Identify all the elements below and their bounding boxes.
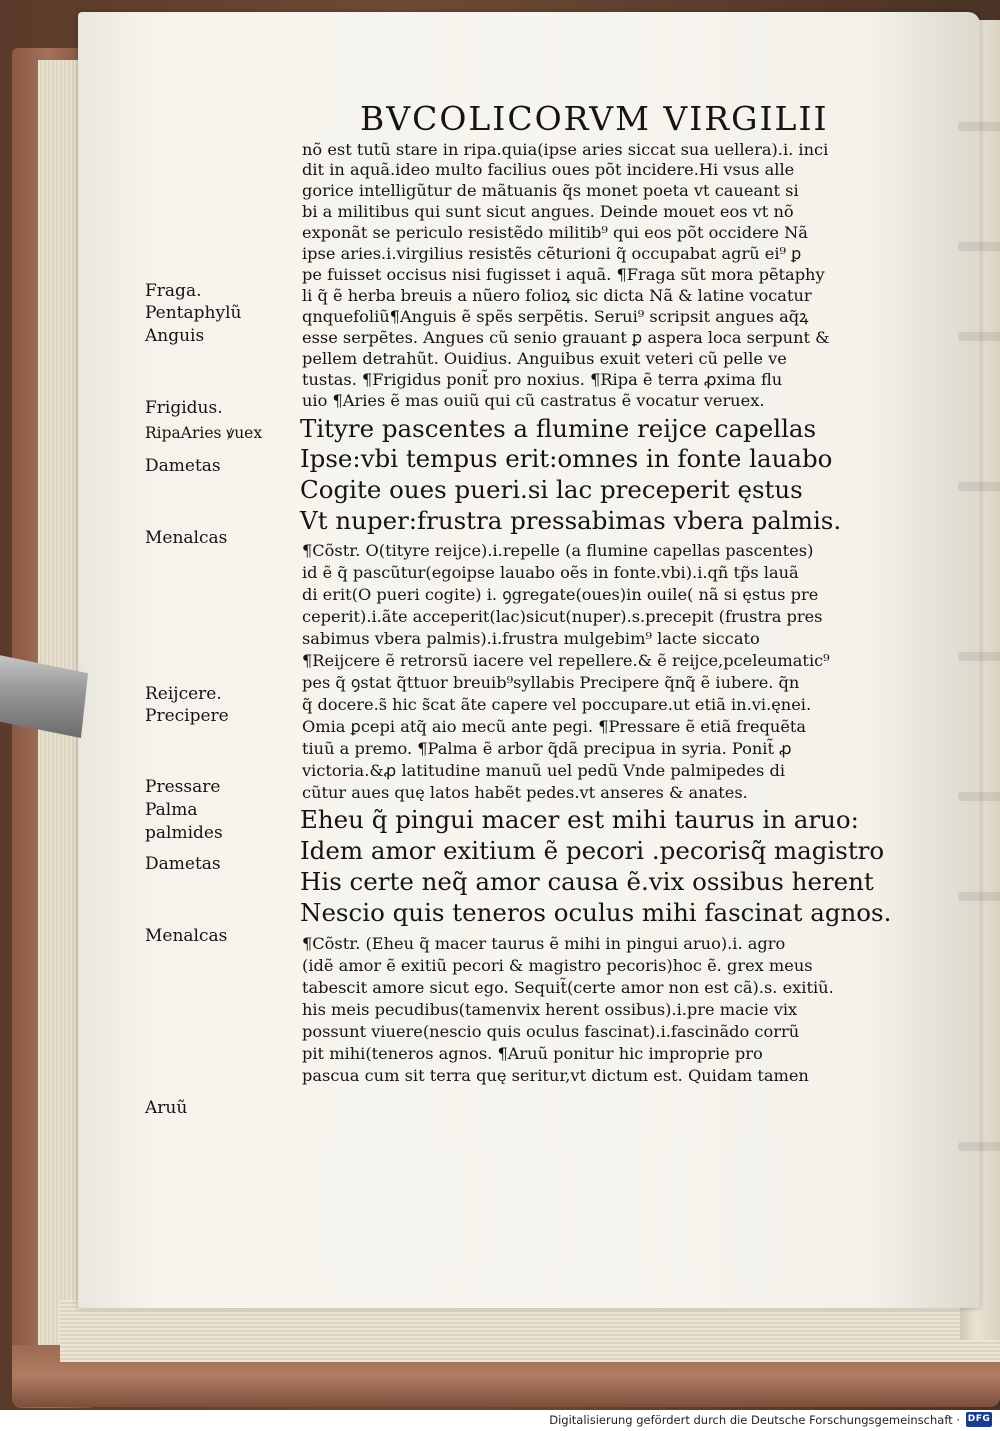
running-head: BVCOLICORVM VIRGILII <box>360 99 829 138</box>
gloss-line: cũtur aues quę latos habẽt pedes.vt anseres & anates. <box>302 783 748 802</box>
margin-note: RipaAries ꝟuex <box>145 424 263 442</box>
bleed-through <box>958 122 1000 131</box>
gloss-line: ¶Cõstr. O(tityre reijce).i.repelle (a flumine capellas pascentes) <box>302 541 814 560</box>
gloss-line: ¶Reijcere ẽ retrorsũ iacere vel repellere.& ẽ reijce,pceleumatic⁹ <box>302 651 830 670</box>
verse-line: Eheu q̃ pingui macer est mihi taurus in aruo: <box>300 805 859 834</box>
bleed-through <box>958 652 1000 661</box>
bleed-through <box>958 482 1000 491</box>
gloss-line: sabimus vbera palmis).i.frustra mulgebim⁹ lacte siccato <box>302 629 760 648</box>
verse-line: Ipse:vbi tempus erit:omnes in fonte lauabo <box>300 444 833 473</box>
gloss-line: ipse aries.i.virgilius resistẽs cẽturioni q̃ occupabat agrũ ei⁹ ꝑ <box>302 244 802 263</box>
gloss-line: Omia ꝑcepi atq̃ aio mecũ ante pegi. ¶Pressare ẽ etiã frequẽta <box>302 717 807 736</box>
gloss-line: pellem detrahũt. Ouidius. Anguibus exuit veteri cũ pelle ve <box>302 349 787 368</box>
gloss-line: qnquefoliũ¶Anguis ẽ spẽs serpẽtis. Serui⁹ scripsit angues aq̃ꝝ <box>302 307 809 326</box>
margin-note: Precipere <box>145 706 229 726</box>
gloss-line: (idẽ amor ẽ exitiũ pecori & magistro pecoris)hoc ẽ. grex meus <box>302 956 813 975</box>
gloss-line: q̃ docere.s̃ hic s̃cat ãte capere vel poccupare.ut etiã in.vi.ęnei. <box>302 695 812 714</box>
bleed-through <box>958 332 1000 341</box>
gloss-line: di erit(O pueri cogite) i. ꝯgregate(oues)in ouile( nã si ęstus pre <box>302 585 819 604</box>
margin-note: Fraga. <box>145 281 202 301</box>
margin-note: palmides <box>145 823 223 843</box>
gloss-line: tiuũ a premo. ¶Palma ẽ arbor q̃dã precipua in syria. Ponit̃ ꝓ <box>302 739 792 758</box>
margin-note: Frigidus. <box>145 398 223 418</box>
verse-line: Vt nuper:frustra pressabimas vbera palmis. <box>300 506 842 535</box>
digitization-footer <box>0 1410 1000 1431</box>
speaker-label: Menalcas <box>145 528 228 548</box>
speaker-label: Dametas <box>145 854 221 874</box>
page-block-edge-bottom <box>60 1300 1000 1362</box>
gloss-line: dit in aquã.ideo multo facilius oues põt incidere.Hi vsus alle <box>302 160 795 179</box>
gloss-line: gorice intelligũtur de mãtuanis q̃s monet poeta vt caueant si <box>302 181 799 200</box>
gloss-line: esse serpẽtes. Angues cũ senio grauant ꝑ aspera loca serpunt & <box>302 328 830 347</box>
gloss-line: his meis pecudibus(tamenvix herent ossibus).i.pre macie vix <box>302 1000 798 1019</box>
gloss-line: ceperit).i.ãte acceperit(lac)sicut(nuper).s.precepit (frustra pres <box>302 607 823 626</box>
margin-note: Pressare <box>145 777 221 797</box>
gloss-line: possunt viuere(nescio quis oculus fascinat).i.fascinãdo corrũ <box>302 1022 800 1041</box>
gloss-line: uio ¶Aries ẽ mas ouiũ qui cũ castratus ẽ vocatur veruex. <box>302 391 765 410</box>
funding-credit: Digitalisierung gefördert durch die Deutsche Forschungsgemeinschaft · <box>549 1413 960 1427</box>
speaker-label: Dametas <box>145 456 221 476</box>
speaker-label: Menalcas <box>145 926 228 946</box>
gloss-line: id ẽ q̃ pascũtur(egoipse lauabo oẽs in fonte.vbi).i.qñ tp̃s lauã <box>302 563 799 582</box>
gloss-line: li q̃ ẽ herba breuis a nũero folioꝝ sic dicta Nã & latine vocatur <box>302 286 812 305</box>
gloss-line: exponãt se periculo resistẽdo militib⁹ qui eos põt occidere Nã <box>302 223 808 242</box>
verse-line: His certe neq̃ amor causa ẽ.vix ossibus herent <box>300 867 874 896</box>
gloss-line: pes q̃ ꝯstat q̃ttuor breuib⁹syllabis Precipere q̃nq̃ ẽ iubere. q̃n <box>302 673 800 692</box>
verse-line: Idem amor exitium ẽ pecori .pecorisq̃ magistro <box>300 836 885 865</box>
gloss-line: pe fuisset occisus nisi fugisset i aquã. ¶Fraga sũt mora pẽtaphy <box>302 265 825 284</box>
bleed-through <box>958 242 1000 251</box>
margin-note: Pentaphylũ <box>145 303 242 323</box>
verse-line: Cogite oues pueri.si lac preceperit ęstus <box>300 475 803 504</box>
margin-note: Aruũ <box>145 1098 188 1118</box>
gloss-line: ¶Cõstr. (Eheu q̃ macer taurus ẽ mihi in pingui aruo).i. agro <box>302 934 786 953</box>
gloss-line: bi a militibus qui sunt sicut angues. Deinde mouet eos vt nõ <box>302 202 794 221</box>
verse-line: Tityre pascentes a flumine reijce capellas <box>300 414 817 443</box>
bleed-through <box>958 792 1000 801</box>
bleed-through <box>958 892 1000 901</box>
margin-note: Palma <box>145 800 198 820</box>
gloss-line: pascua cum sit terra quę seritur,vt dictum est. Quidam tamen <box>302 1066 809 1085</box>
gloss-line: victoria.&ꝓ latitudine manuũ uel pedũ Vnde palmipedes di <box>302 761 785 780</box>
bleed-through <box>958 1142 1000 1151</box>
gloss-line: tabescit amore sicut ego. Sequit̃(certe amor non est cã).s. exitiũ. <box>302 978 834 997</box>
dfg-logo: DFG <box>966 1412 992 1427</box>
gloss-line: tustas. ¶Frigidus ponit̃ pro noxius. ¶Ripa ẽ terra ꝓxima flu <box>302 370 783 389</box>
margin-note: Reijcere. <box>145 684 222 704</box>
margin-note: Anguis <box>145 326 205 346</box>
gloss-line: nõ est tutũ stare in ripa.quia(ipse aries siccat sua uellera).i. inci <box>302 140 829 159</box>
gloss-line: pit mihi(teneros agnos. ¶Aruũ ponitur hic improprie pro <box>302 1044 763 1063</box>
verse-line: Nescio quis teneros oculus mihi fascinat agnos. <box>300 898 892 927</box>
